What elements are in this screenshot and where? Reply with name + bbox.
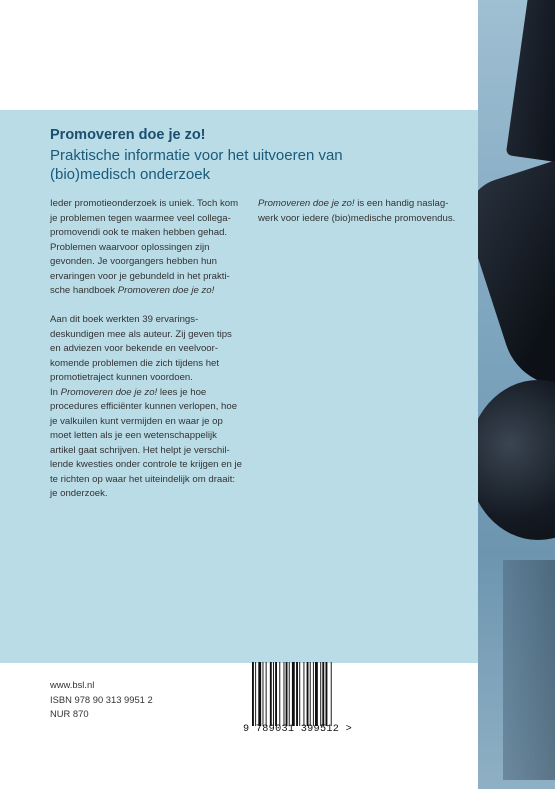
blurb-right-inline-title: Promoveren doe je zo!: [258, 198, 355, 209]
blurb-right-text: is een handig naslagwerk voor iedere (bio)medische promovendus.: [258, 198, 456, 224]
blurb-text-3-prefix: In: [50, 386, 61, 398]
isbn-barcode: [250, 662, 360, 726]
book-subtitle: Praktische informatie voor het uitvoeren van (bio)medisch onderzoek: [50, 147, 343, 183]
blurb-paragraph-1: [50, 197, 245, 299]
blurb-text-1: Ieder promotieonderzoek is uniek. Toch kom je problemen tegen waarmee veel collega-promovendi ook te maken hebben gehad. Problemen waarvoor oplossingen zijn gevonden. Je voorgangers hebben hun ervaringen voor je gebundeld in het praktische handboek: [50, 198, 239, 296]
blurb-right-column: [258, 197, 458, 226]
photo-object-top: [506, 0, 555, 163]
blurb-right-paragraph: [258, 197, 458, 226]
blurb-inline-title-3: Promoveren doe je zo!: [60, 386, 158, 398]
blurb-paragraph-3: [50, 386, 245, 502]
isbn-line: ISBN 978 90 313 9951 2: [50, 693, 153, 705]
cover-photo-strip: [478, 0, 555, 789]
barcode-digits: 9 789031 399512 >: [243, 724, 353, 735]
book-title: Promoveren doe je zo!: [50, 127, 206, 143]
blurb-left-column: [50, 197, 245, 516]
publisher-website: www.bsl.nl: [50, 679, 95, 690]
photo-object-middle: [478, 158, 555, 401]
blurb-paragraph-2: Aan dit boek werkten 39 ervaringsdeskundigen mee als auteur. Zij geven tips en adviezen voor bekende en veelvoorkomende problemen die zich tijdens het promotietraject kunnen voordoen.: [50, 314, 232, 383]
nur-line: NUR 870: [50, 708, 89, 719]
blurb-text-3: lees je hoe procedures efficiënter kunnen verlopen, hoe je valkuilen kunt vermijden en waar je op moet letten als je een wetenschappelijk artikel gaat schrijven. Het helpt je verschillende kwesties onder controle te krijgen en je te richten op waar het uiteindelijk om draait: je onderzoek.: [50, 386, 242, 499]
photo-object-disc: [478, 380, 555, 540]
publisher-info: [50, 678, 200, 722]
photo-object-reflection: [503, 560, 555, 780]
blurb-inline-title-1: Promoveren doe je zo!: [117, 285, 215, 296]
